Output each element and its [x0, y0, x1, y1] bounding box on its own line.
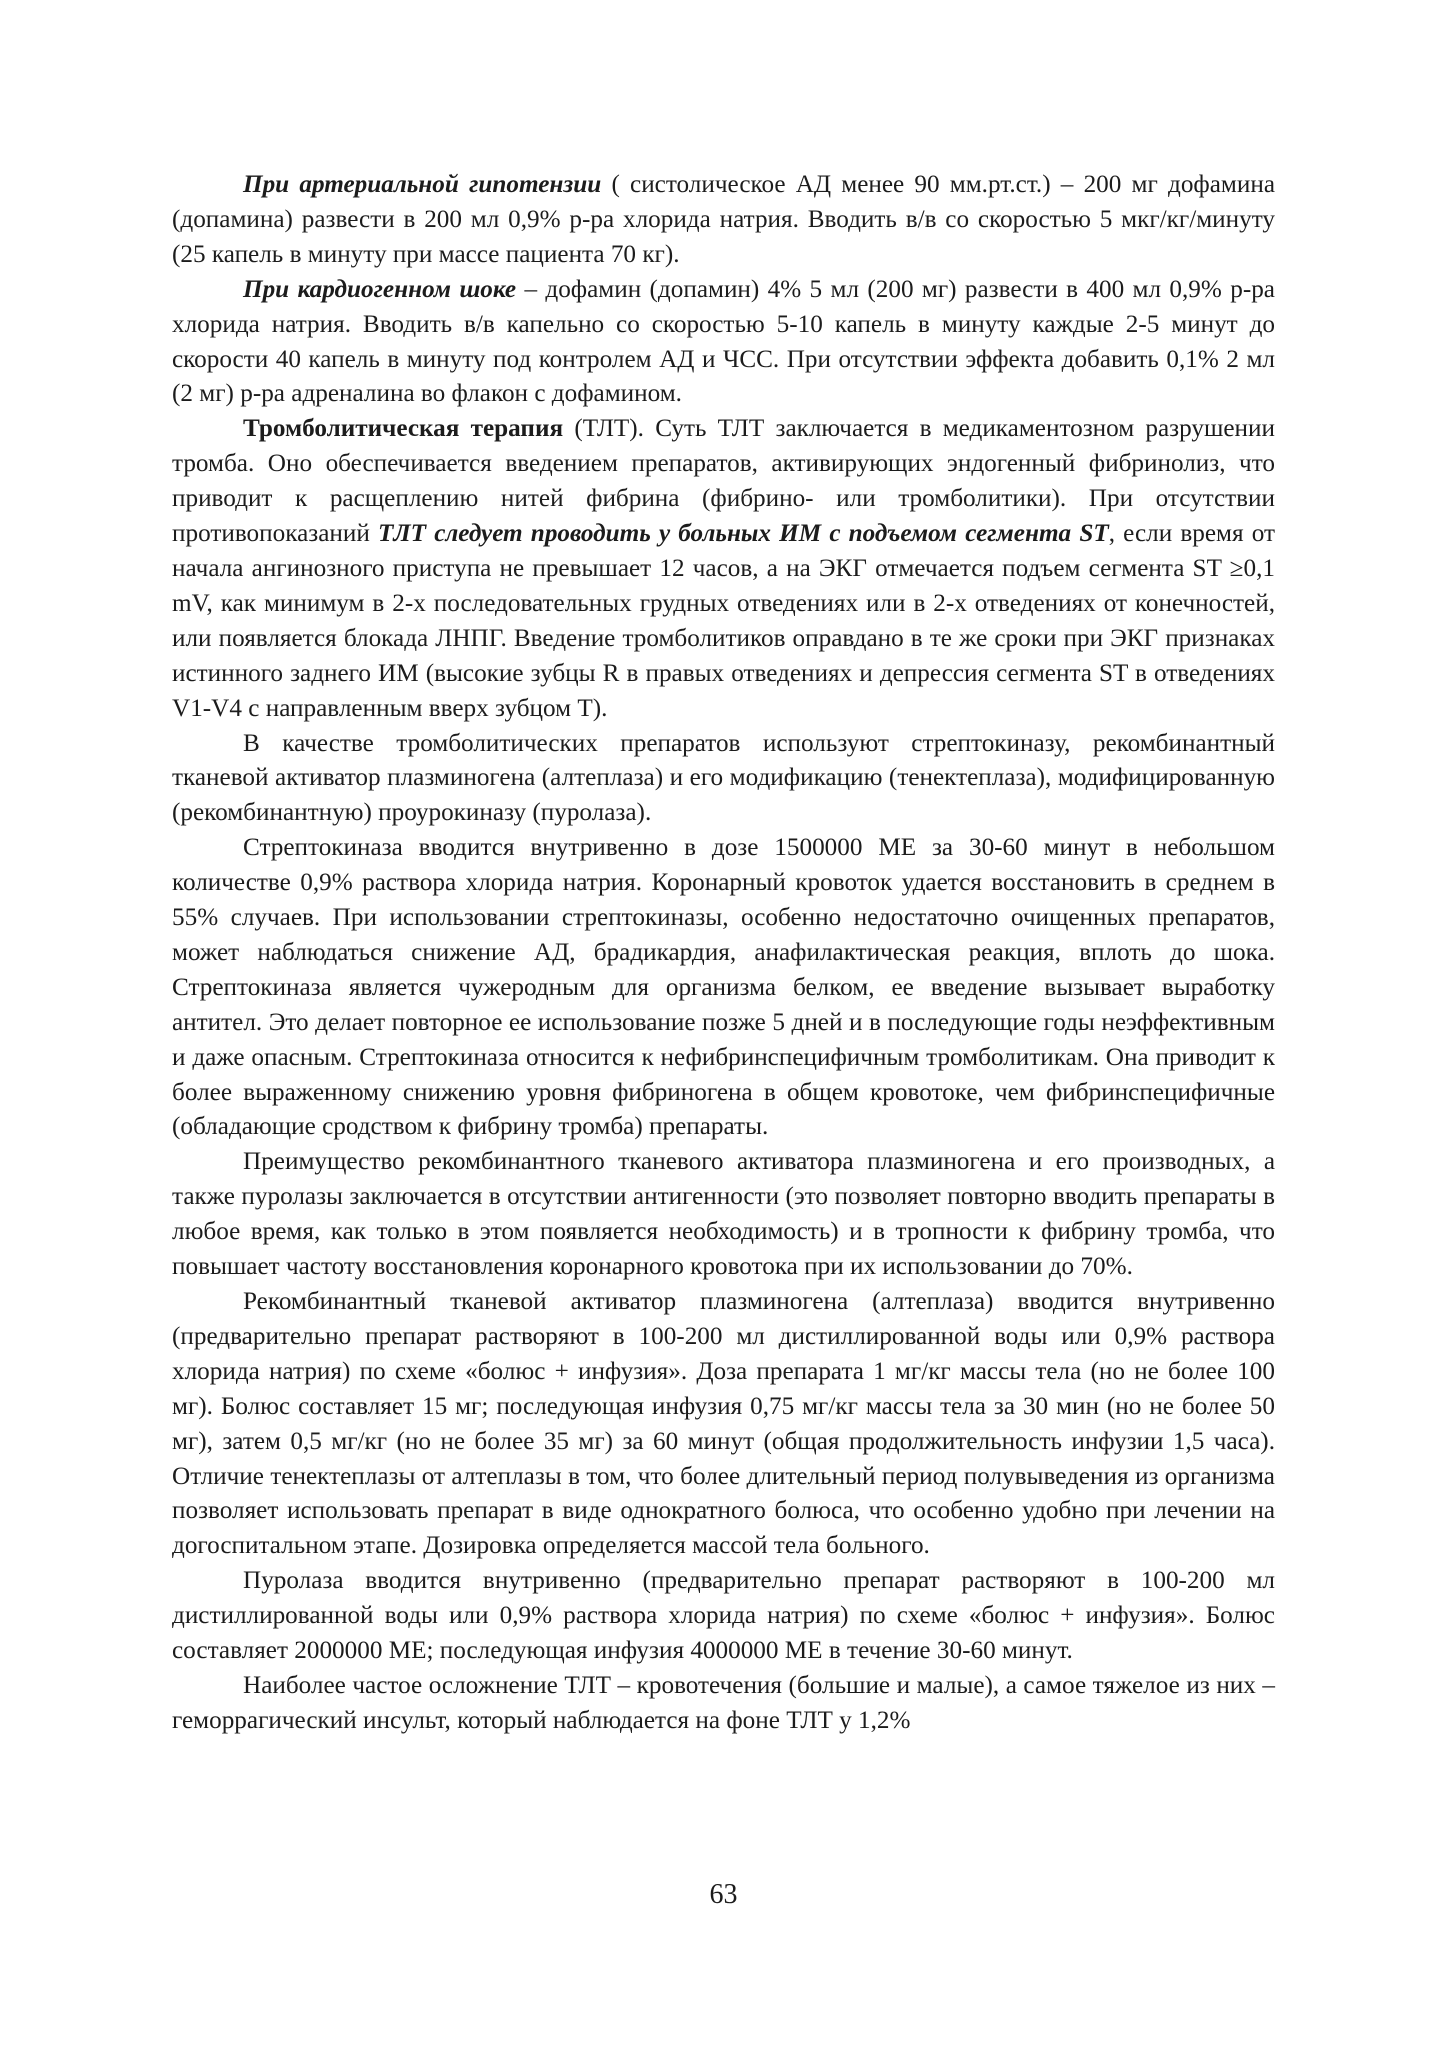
- paragraph-hypotension: [172, 168, 1275, 273]
- paragraph-emphasis: ТЛТ следует проводить у больных ИМ с подъемом сегмента ST: [377, 520, 1109, 548]
- page-number: 63: [709, 1879, 738, 1910]
- paragraph-cardiogenic-shock: [172, 273, 1275, 413]
- paragraph-purolase: Пуролаза вводится внутривенно (предварительно препарат растворяют в 100-200 мл дистиллированной воды или 0,9% раствора хлорида натрия) по схеме «болюс + инфузия». Болюс составляет 2000000 МЕ; последующая инфузия 4000000 МЕ в течение 30-60 минут.: [172, 1567, 1275, 1665]
- paragraph-thrombolytic-drugs: В качестве тромболитических препаратов используют стрептокиназу, рекомбинантный тканевой активатор плазминогена (алтеплаза) и его модификацию (тенектеплаза), модифицированную (рекомбинантную) проурокиназу (пуролаза).: [172, 729, 1275, 827]
- paragraph-lead: При кардиогенном шоке: [243, 275, 517, 303]
- paragraph-text: , если время от начала ангинозного приступа не превышает 12 часов, а на ЭКГ отмечается подъем сегмента ST ≥0,1 mV, как минимум в 2-х последовательных грудных отведениях или в 2-х отведениях от конечностей, или появляется блокада ЛНПГ. Введение тромболитиков оправдано в те же сроки при ЭКГ признаках истинного заднего ИМ (высокие зубцы R в правых отведениях и депрессия сегмента ST в отведениях V1-V4 с направленным вверх зубцом Т).: [172, 520, 1276, 722]
- paragraph-streptokinase: Стрептокиназа вводится внутривенно в дозе 1500000 МЕ за 30-60 минут в небольшом количестве 0,9% раствора хлорида натрия. Коронарный кровоток удается восстановить в среднем в 55% случаев. При использовании стрептокиназы, особенно недостаточно очищенных препаратов, может наблюдаться снижение АД, брадикардия, анафилактическая реакция, вплоть до шока. Стрептокиназа является чужеродным для организма белком, ее введение вызывает выработку антител. Это делает повторное ее использование позже 5 дней и в последующие годы неэффективным и даже опасным. Стрептокиназа относится к нефибринспецифичным тромболитикам. Она приводит к более выраженному снижению уровня фибриногена в общем кровотоке, чем фибринспецифичные (обладающие сродством к фибрину тромба) препараты.: [172, 834, 1275, 1141]
- paragraph-text: (ТЛТ). Суть ТЛТ заключается в медикаментозном разрушении тромба. Оно обеспечивается введением препаратов, активирующих эндогенный фибринолиз, что приводит к расщеплению нитей фибрина (фибрино- или тромболитики). При отсутствии противопоказаний: [172, 415, 1275, 548]
- page-body: [172, 168, 1275, 1739]
- paragraph-text: – дофамин (допамин) 4% 5 мл (200 мг) развести в 400 мл 0,9% р-ра хлорида натрия. Вводить в/в капельно со скоростью 5-10 капель в минуту каждые 2-5 минут до скорости 40 капель в минуту под контролем АД и ЧСС. При отсутствии эффекта добавить 0,1% 2 мл (2 мг) р-ра адреналина во флакон с дофамином.: [172, 275, 1275, 408]
- paragraph-text: ( систолическое АД менее 90 мм.рт.ст.) – 200 мг дофамина (допамина) развести в 200 мл 0,9% р-ра хлорида натрия. Вводить в/в со скоростью 5 мкг/кг/минуту (25 капель в минуту при массе пациента 70 кг).: [172, 171, 1275, 268]
- paragraph-complications: Наиболее частое осложнение ТЛТ – кровотечения (большие и малые), а самое тяжелое из них – геморрагический инсульт, который наблюдается на фоне ТЛТ у 1,2%: [172, 1671, 1275, 1734]
- paragraph-thrombolytic-therapy: [172, 412, 1275, 726]
- paragraph-lead: При артериальной гипотензии: [243, 171, 602, 198]
- paragraph-advantage: Преимущество рекомбинантного тканевого активатора плазминогена и его производных, а также пуролазы заключается в отсутствии антигенности (это позволяет повторно вводить препараты в любое время, как только в этом появляется необходимость) и в тропности к фибрину тромба, что повышает частоту восстановления коронарного кровотока при их использовании до 70%.: [172, 1148, 1275, 1281]
- paragraph-lead: Тромболитическая терапия: [243, 415, 564, 443]
- paragraph-alteplase: Рекомбинантный тканевой активатор плазминогена (алтеплаза) вводится внутривенно (предварительно препарат растворяют в 100-200 мл дистиллированной воды или 0,9% раствора хлорида натрия) по схеме «болюс + инфузия». Доза препарата 1 мг/кг массы тела (но не более 100 мг). Болюс составляет 15 мг; последующая инфузия 0,75 мг/кг массы тела за 30 мин (но не более 50 мг), затем 0,5 мг/кг (но не более 35 мг) за 60 минут (общая продолжительность инфузии 1,5 часа). Отличие тенектеплазы от алтеплазы в том, что более длительный период полувыведения из организма позволяет использовать препарат в виде однократного болюса, что особенно удобно при лечении на догоспитальном этапе. Дозировка определяется массой тела больного.: [172, 1288, 1275, 1560]
